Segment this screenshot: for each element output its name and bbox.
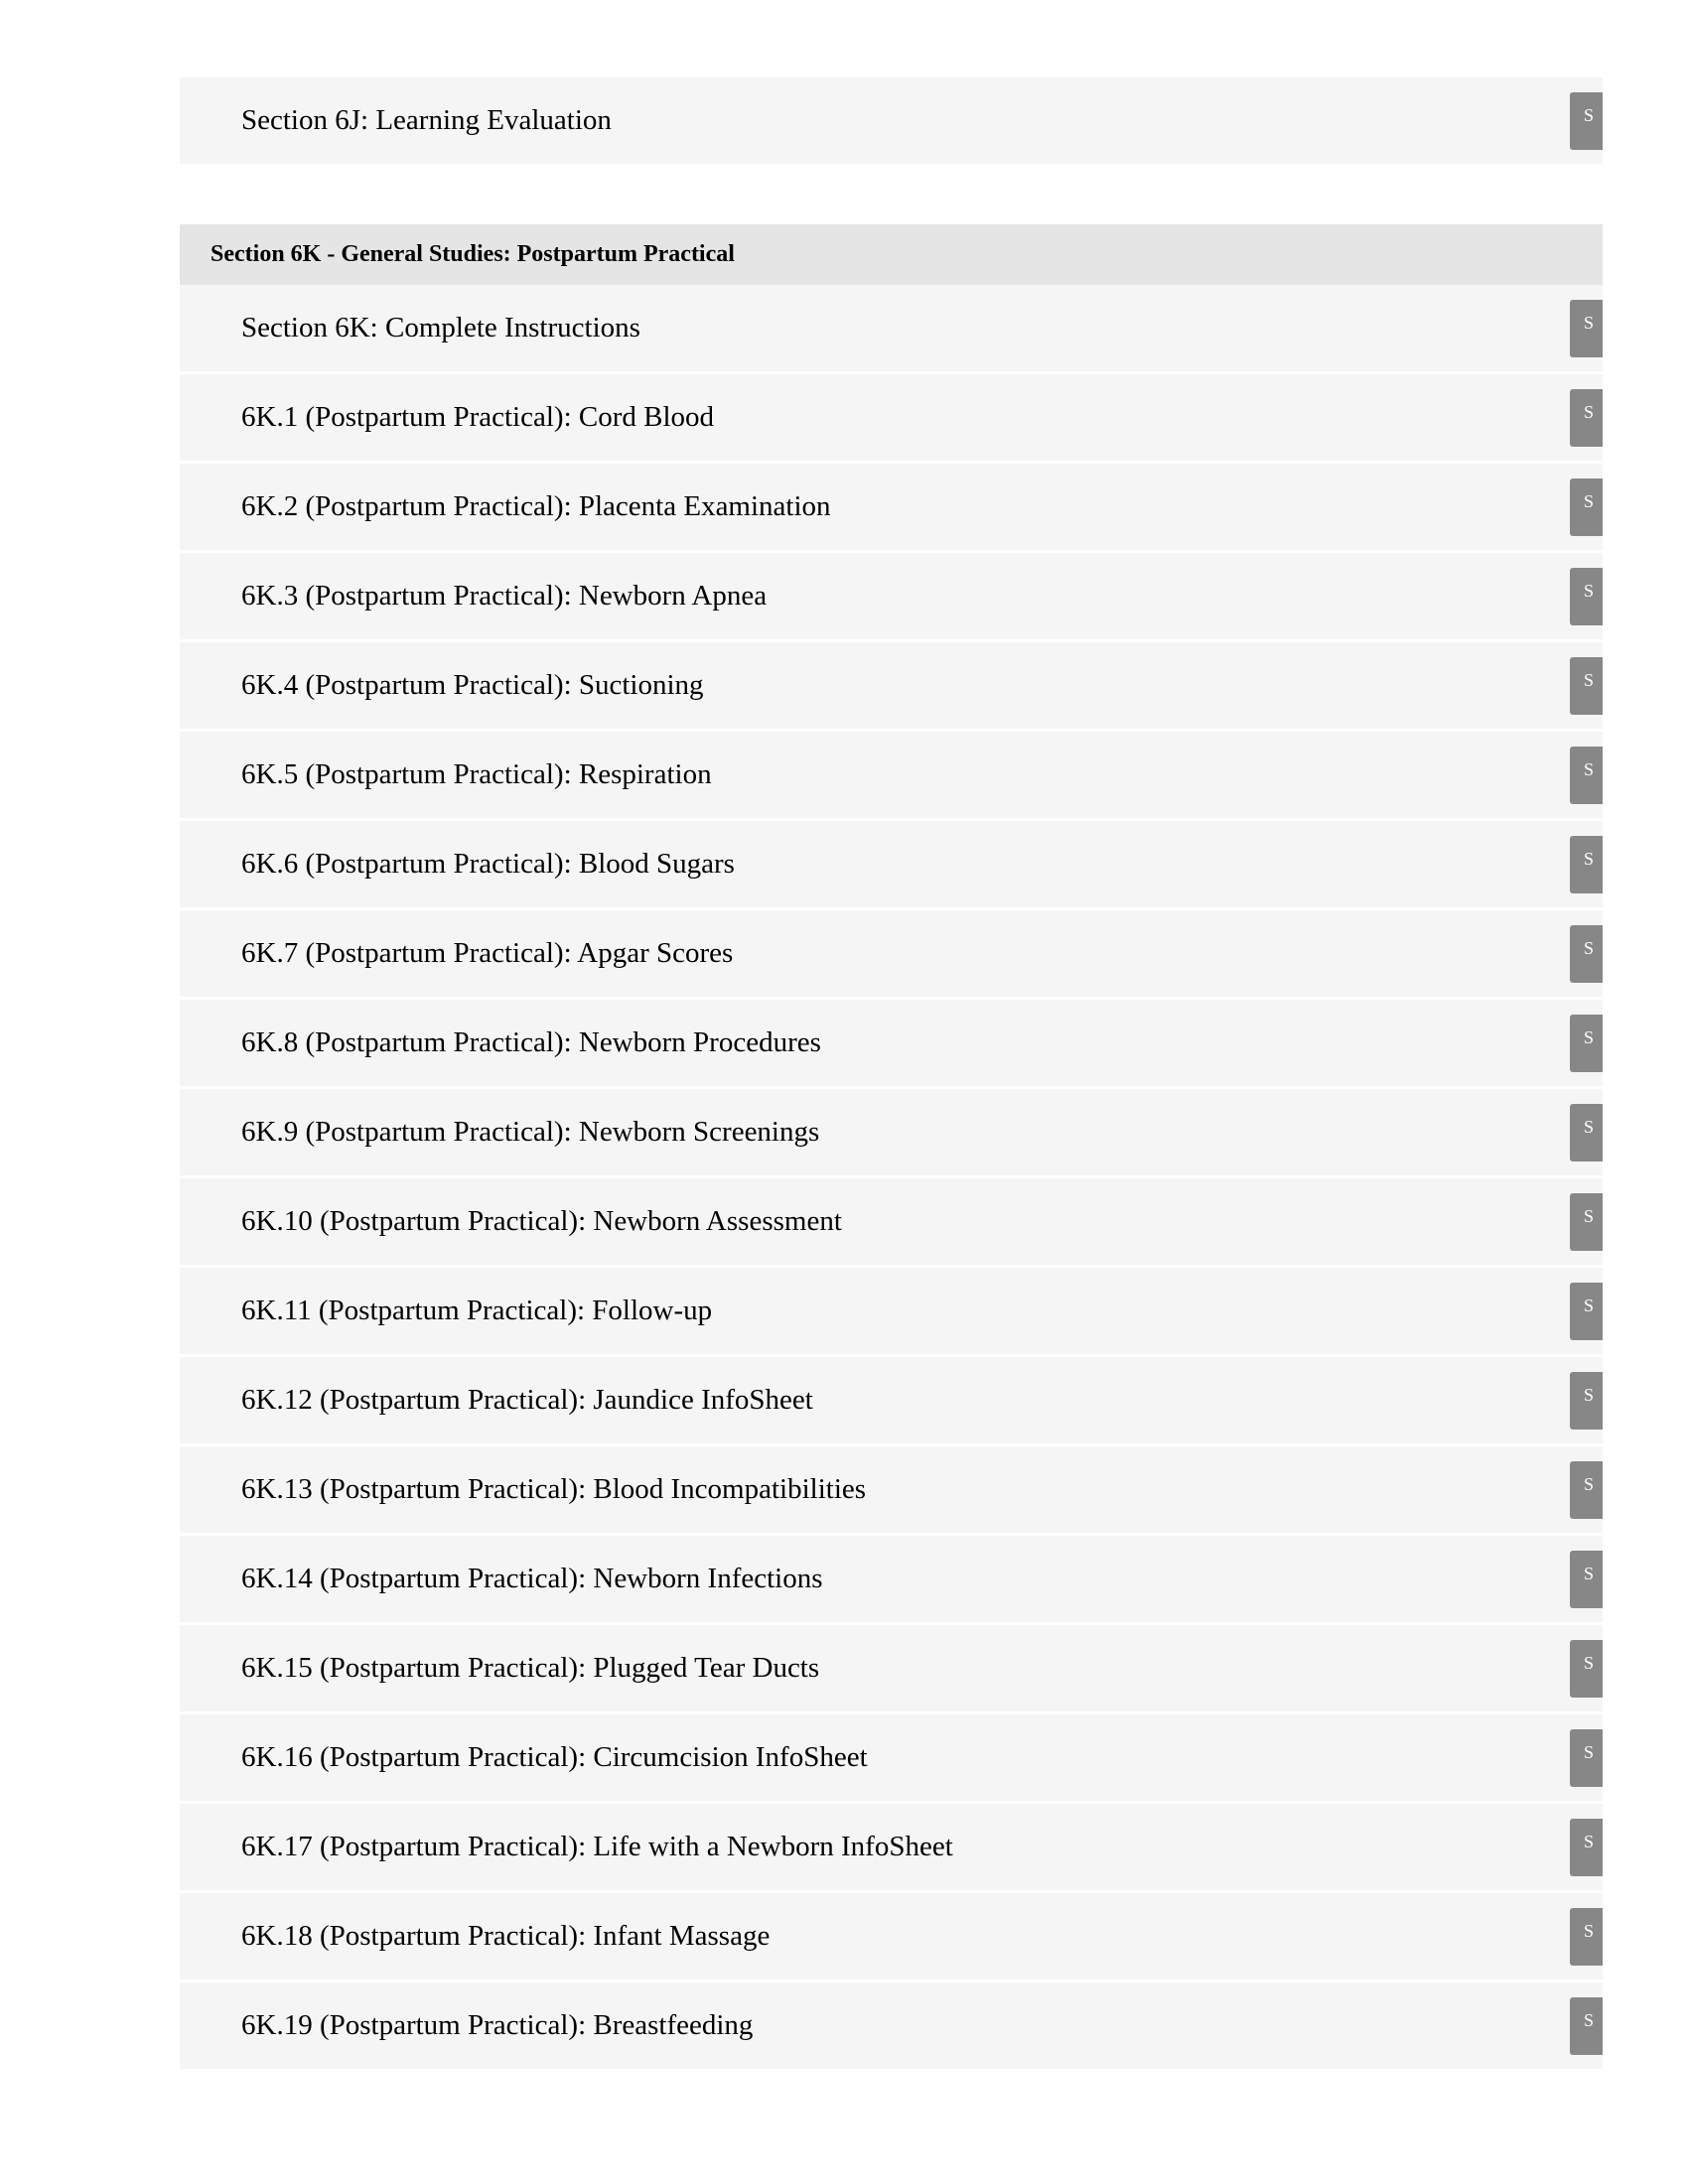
list-item-label: 6K.16 (Postpartum Practical): Circumcision InfoSheet [241, 1741, 868, 1773]
start-button[interactable]: S [1570, 836, 1603, 893]
list-item[interactable] [180, 732, 1603, 821]
list-item[interactable] [180, 1268, 1603, 1357]
list-item-label: 6K.7 (Postpartum Practical): Apgar Scores [241, 937, 734, 969]
list-item[interactable] [180, 821, 1603, 910]
list-item[interactable] [180, 374, 1603, 464]
start-button[interactable]: S [1570, 1551, 1603, 1608]
list-item[interactable] [180, 1893, 1603, 1982]
list-item[interactable] [180, 285, 1603, 374]
start-button[interactable]: S [1570, 1372, 1603, 1430]
list-item-label: 6K.10 (Postpartum Practical): Newborn Assessment [241, 1205, 842, 1237]
list-item[interactable] [180, 1804, 1603, 1893]
list-item[interactable] [180, 1089, 1603, 1178]
list-item-label: 6K.17 (Postpartum Practical): Life with a Newborn InfoSheet [241, 1831, 953, 1862]
list-item-label: 6K.14 (Postpartum Practical): Newborn Infections [241, 1563, 823, 1594]
list-item-label: 6K.19 (Postpartum Practical): Breastfeeding [241, 2009, 754, 2041]
start-button[interactable]: S [1570, 1461, 1603, 1519]
start-button[interactable]: S [1570, 1015, 1603, 1072]
start-button[interactable]: S [1570, 1283, 1603, 1340]
list-item-label: 6K.3 (Postpartum Practical): Newborn Apnea [241, 580, 768, 612]
list-item[interactable] [180, 1357, 1603, 1446]
start-button[interactable]: S [1570, 389, 1603, 447]
list-item-label: 6K.9 (Postpartum Practical): Newborn Screenings [241, 1116, 820, 1148]
list-item-label: 6K.12 (Postpartum Practical): Jaundice InfoSheet [241, 1384, 813, 1416]
start-button[interactable]: S [1570, 1819, 1603, 1876]
section-header-6k: Section 6K - General Studies: Postpartum Practical [180, 224, 1603, 285]
start-button[interactable]: S [1570, 478, 1603, 536]
start-button[interactable]: S [1570, 568, 1603, 625]
list-end [180, 2072, 1603, 2078]
list-item[interactable] [180, 1714, 1603, 1804]
start-button[interactable]: S [1570, 1193, 1603, 1251]
list-item-label: 6K.4 (Postpartum Practical): Suctioning [241, 669, 704, 701]
list-item[interactable] [180, 1000, 1603, 1089]
list-item[interactable] [180, 1625, 1603, 1714]
start-button[interactable]: S [1570, 925, 1603, 983]
start-button[interactable]: S [1570, 92, 1603, 150]
list-item-label: Section 6K: Complete Instructions [241, 312, 640, 343]
list-item-label: 6K.13 (Postpartum Practical): Blood Incompatibilities [241, 1473, 867, 1505]
list-item-label: 6K.15 (Postpartum Practical): Plugged Tear Ducts [241, 1652, 820, 1684]
list-item-label: 6K.1 (Postpartum Practical): Cord Blood [241, 401, 715, 433]
list-item[interactable] [180, 910, 1603, 1000]
list-item[interactable] [180, 1446, 1603, 1536]
list-item[interactable] [180, 1178, 1603, 1268]
list-item-label: 6K.2 (Postpartum Practical): Placenta Examination [241, 490, 831, 522]
start-button[interactable]: S [1570, 1640, 1603, 1698]
start-button[interactable]: S [1570, 1908, 1603, 1966]
start-button[interactable]: S [1570, 1997, 1603, 2055]
list-item-label: Section 6J: Learning Evaluation [241, 104, 612, 136]
list-item[interactable] [180, 553, 1603, 642]
start-button[interactable]: S [1570, 1729, 1603, 1787]
section-spacer [180, 167, 1603, 224]
list-item[interactable] [180, 1536, 1603, 1625]
list-item[interactable] [180, 464, 1603, 553]
list-item-label: 6K.8 (Postpartum Practical): Newborn Procedures [241, 1026, 821, 1058]
list-item[interactable] [180, 642, 1603, 732]
start-button[interactable]: S [1570, 300, 1603, 357]
list-item[interactable] [180, 1982, 1603, 2072]
list-item-label: 6K.11 (Postpartum Practical): Follow-up [241, 1295, 713, 1326]
course-content-list [180, 77, 1603, 2078]
start-button[interactable]: S [1570, 1104, 1603, 1161]
list-item-section-6j-learning-evaluation[interactable] [180, 77, 1603, 167]
start-button[interactable]: S [1570, 657, 1603, 715]
list-item-label: 6K.5 (Postpartum Practical): Respiration [241, 758, 712, 790]
list-item-label: 6K.6 (Postpartum Practical): Blood Sugars [241, 848, 735, 880]
start-button[interactable]: S [1570, 747, 1603, 804]
list-item-label: 6K.18 (Postpartum Practical): Infant Massage [241, 1920, 771, 1952]
section-6k-item-list [180, 285, 1603, 2072]
